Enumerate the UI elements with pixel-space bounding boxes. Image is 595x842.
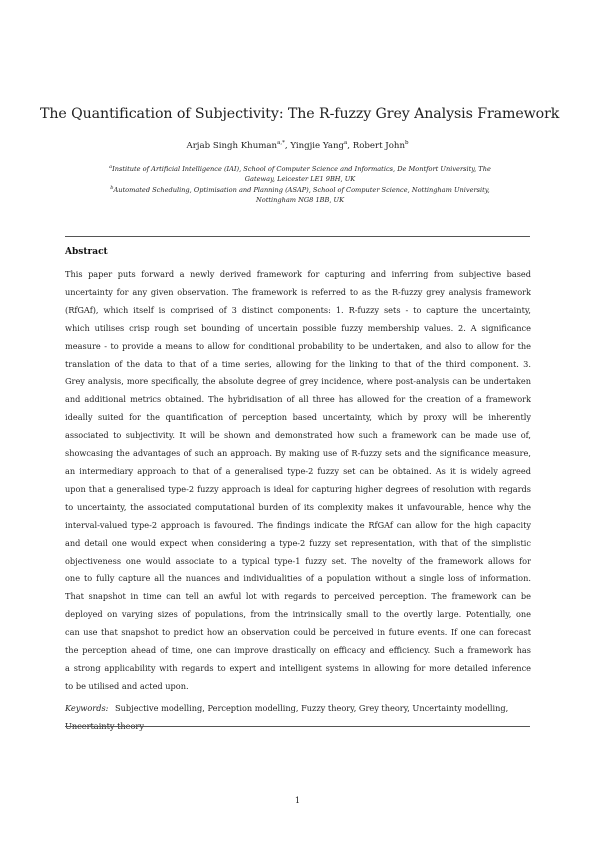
author-name: Arjab Singh Khuman — [186, 140, 278, 151]
abstract-line: That snapshot in time can tell an awful lot with regards to perceived perception. The framework can be — [65, 591, 531, 602]
abstract-heading: Abstract — [65, 247, 108, 257]
author-affiliation-mark: b — [404, 140, 409, 146]
abstract-line: associated to subjectivity. It will be shown and demonstrated how such a framework can be made use of, — [65, 430, 531, 441]
abstract-line: ideally suited for the quantification of perception based uncertainty, which by proxy will be inherently — [65, 412, 531, 423]
abstract-line: to uncertainty, the associated computational burden of its complexity makes it unfavourable, hence why the — [65, 501, 531, 512]
abstract-line: translation of the data to that of a time series, allowing for the linking to that of the third component. 3. — [65, 358, 531, 369]
page-number: 1 — [294, 795, 301, 805]
abstract-bottom-rule — [65, 726, 530, 727]
abstract-line: which utilises crisp rough set bounding of uncertain possible fuzzy membership values. 2. A significance — [65, 322, 531, 333]
abstract-line: one to fully capture all the nuances and individualities of a population without a single loss of information. — [65, 573, 531, 584]
author-name: Yingjie Yang — [290, 140, 345, 151]
abstract-line: (RfGAf), which itself is comprised of 3 distinct components: 1. R-fuzzy sets - to capture the uncertainty, — [65, 304, 531, 315]
keywords-text: Subjective modelling, Perception modelling, Fuzzy theory, Grey theory, Uncertainty modelling, Uncertainty theory — [65, 703, 509, 731]
affiliation-mark: a — [109, 164, 113, 170]
author-name: Robert John — [352, 140, 405, 151]
abstract-line: a strong applicability with regards to expert and intelligent systems in allowing for more detailed inference — [65, 662, 531, 673]
abstract-line: and additional metrics obtained. The hybridisation of all three has allowed for the creation of a framework — [65, 394, 531, 405]
abstract-top-rule — [65, 236, 530, 237]
abstract-line: an intermediary approach to that of a generalised type-2 fuzzy set can be obtained. As it is widely agreed — [65, 465, 531, 476]
affiliation-mark: b — [110, 185, 114, 192]
author-affiliation-mark: a,* — [277, 140, 285, 146]
author-separator: , — [284, 140, 291, 151]
abstract-line: measure - to provide a means to allow for conditional probability to be undertaken, and also to allow for the — [65, 340, 531, 351]
affiliation-list — [80, 163, 520, 206]
abstract-line: the perception ahead of time, one can improve drastically on efficacy and efficiency. Such a framework has — [65, 645, 531, 656]
abstract-body — [65, 266, 531, 696]
affiliation-line — [80, 163, 520, 175]
affiliation-text: Gateway, Leicester LE1 9BH, UK — [244, 174, 356, 183]
affiliation-line — [80, 184, 520, 196]
keywords-label: Keywords: — [65, 703, 109, 713]
abstract-line: interval-valued type-2 approach is favoured. The findings indicate the RfGAf can allow for the high capacity — [65, 519, 531, 530]
abstract-line: showcasing the advantages of such an approach. By making use of R-fuzzy sets and the significance measure, — [65, 448, 531, 459]
abstract-line: This paper puts forward a newly derived framework for capturing and inferring from subjective based — [65, 269, 531, 279]
abstract-line: uncertainty for any given observation. The framework is referred to as the R-fuzzy grey analysis framework — [65, 286, 531, 297]
abstract-line: upon that a generalised type-2 fuzzy approach is ideal for capturing higher degrees of resolution with regards — [65, 483, 531, 494]
abstract-line: Grey analysis, more specifically, the absolute degree of grey incidence, where post-analysis can be undertaken — [65, 376, 531, 387]
affiliation-line — [80, 175, 520, 185]
abstract-line: to be utilised and acted upon. — [65, 680, 189, 691]
abstract-line: objectiveness one would associate to a typical type-1 fuzzy set. The novelty of the framework allows for — [65, 555, 531, 566]
author-list — [40, 140, 555, 151]
keywords — [65, 700, 531, 735]
affiliation-line — [80, 196, 520, 206]
abstract-line: deployed on varying sizes of populations, from the intrinsically small to the overtly large. Potentially, one — [65, 609, 531, 620]
abstract-line: can use that snapshot to predict how an observation could be perceived in future events. If one can forecast — [65, 627, 531, 638]
author-separator: , — [347, 140, 353, 151]
author-affiliation-mark: a — [344, 140, 348, 146]
affiliation-text: Automated Scheduling, Optimisation and Planning (ASAP), School of Computer Science, Nottingham University, — [113, 186, 490, 195]
abstract-line: and detail one would expect when considering a type-2 fuzzy set representation, with that of the simplistic — [65, 537, 531, 548]
paper-title: The Quantification of Subjectivity: The R-fuzzy Grey Analysis Framework — [40, 106, 560, 122]
affiliation-text: Institute of Artificial Intelligence (IAI), School of Computer Science and Informatics, De Montfort University, The — [112, 165, 491, 174]
affiliation-text: Nottingham NG8 1BB, UK — [255, 196, 345, 205]
